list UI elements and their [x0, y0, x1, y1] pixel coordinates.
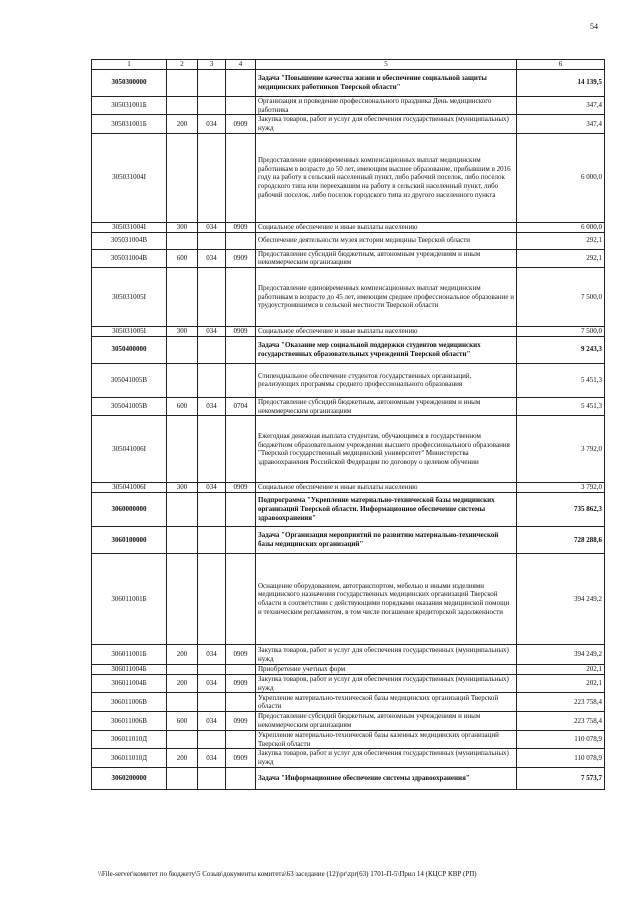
- classification-code: 306011010Д: [92, 749, 167, 768]
- classification-code: 305031004I: [92, 133, 167, 222]
- amount: 292,1: [517, 249, 605, 268]
- amount: 5 451,3: [517, 397, 605, 416]
- table-row: [92, 222, 605, 232]
- classification-code: 305031004В: [92, 249, 167, 268]
- description: Закупка товаров, работ и услуг для обеспечения государственных (муниципальных) нужд: [256, 115, 517, 134]
- ministry-code: 034: [198, 712, 226, 731]
- section-code: [226, 527, 256, 554]
- classification-code: 305031005I: [92, 327, 167, 337]
- table-row: [92, 115, 605, 134]
- ministry-code: [198, 363, 226, 397]
- table-row: [92, 493, 605, 527]
- table-row: [92, 416, 605, 483]
- section-code: 0909: [226, 674, 256, 693]
- classification-code: 306011006В: [92, 712, 167, 731]
- description: Предоставление единовременных компенсационных выплат медицинским работникам в возрасте до 50 лет, имеющим высшее образование, прибывшим в 2016 году на работу в сельский населенный пункт, либо рабочий поселок, либо поселок городского типа или переехавшим на работу в сельский населенный пункт, либо рабочий поселок, либо поселок городского типа из другого населенного пункта: [256, 133, 517, 222]
- description: Ежегодная денежная выплата студентам, обучающимся в государственном бюджетном образовательном учреждении высшего профессионального образования "Тверской государственный медицинский университет" Министерства здравоохранения Российской Федерации по договору о целевом обучении: [256, 416, 517, 483]
- expense-type-code: [167, 133, 198, 222]
- section-code: 0909: [226, 645, 256, 665]
- classification-code: 3050400000: [92, 336, 167, 363]
- description: Задача "Организация мероприятий по развитию материально-технической базы медицинских организаций": [256, 527, 517, 554]
- ministry-code: 034: [198, 483, 226, 493]
- description: Предоставление единовременных компенсационных выплат медицинским работникам в возрасте до 45 лет, имеющим среднее профессиональное образование и трудоустроившимся в сельской местности Тверской области: [256, 268, 517, 327]
- classification-code: 3060100000: [92, 527, 167, 554]
- ministry-code: [198, 69, 226, 96]
- section-code: 0909: [226, 222, 256, 232]
- budget-table: [91, 59, 605, 790]
- description: Социальное обеспечение и иные выплаты населению: [256, 222, 517, 232]
- section-code: [226, 363, 256, 397]
- expense-type-code: [167, 363, 198, 397]
- page-number: 54: [590, 22, 598, 31]
- expense-type-code: 300: [167, 222, 198, 232]
- ministry-code: 034: [198, 674, 226, 693]
- expense-type-code: [167, 336, 198, 363]
- section-code: 0909: [226, 327, 256, 337]
- ministry-code: 034: [198, 222, 226, 232]
- table-header: [92, 60, 605, 70]
- ministry-code: [198, 133, 226, 222]
- header-col-3: 3: [198, 60, 226, 70]
- ministry-code: [198, 693, 226, 712]
- description: Обеспечение деятельности музея истории медицины Тверской области: [256, 232, 517, 249]
- table-row: [92, 527, 605, 554]
- table-row: [92, 363, 605, 397]
- table-row: [92, 336, 605, 363]
- expense-type-code: [167, 554, 198, 645]
- table-row: [92, 232, 605, 249]
- amount: 3 792,0: [517, 483, 605, 493]
- expense-type-code: [167, 232, 198, 249]
- table-row: [92, 69, 605, 96]
- amount: 394 249,2: [517, 554, 605, 645]
- classification-code: 3050300000: [92, 69, 167, 96]
- section-code: [226, 554, 256, 645]
- amount: 5 451,3: [517, 363, 605, 397]
- table-row: [92, 665, 605, 675]
- ministry-code: [198, 767, 226, 789]
- amount: 14 139,5: [517, 69, 605, 96]
- classification-code: 306011010Д: [92, 730, 167, 749]
- expense-type-code: [167, 730, 198, 749]
- table-row: [92, 268, 605, 327]
- ministry-code: 034: [198, 397, 226, 416]
- ministry-code: 034: [198, 249, 226, 268]
- expense-type-code: 200: [167, 115, 198, 134]
- amount: 347,4: [517, 115, 605, 134]
- amount: 6 000,0: [517, 222, 605, 232]
- amount: 7 573,7: [517, 767, 605, 789]
- classification-code: 305031004I: [92, 222, 167, 232]
- classification-code: 306011001Б: [92, 554, 167, 645]
- description: Предоставление субсидий бюджетным, автономным учреждениям и иным некоммерческим организациям: [256, 712, 517, 731]
- ministry-code: [198, 493, 226, 527]
- section-code: 0909: [226, 749, 256, 768]
- description: Стипендиальное обеспечение студентов государственных организаций, реализующих программы среднего профессионального образования: [256, 363, 517, 397]
- description: Укрепление материально-технической базы медицинских организаций Тверской области: [256, 693, 517, 712]
- section-code: 0909: [226, 115, 256, 134]
- amount: 728 288,6: [517, 527, 605, 554]
- header-col-2: 2: [167, 60, 198, 70]
- ministry-code: [198, 730, 226, 749]
- amount: 7 500,0: [517, 268, 605, 327]
- ministry-code: [198, 665, 226, 675]
- table-row: [92, 645, 605, 665]
- table-row: [92, 327, 605, 337]
- expense-type-code: [167, 767, 198, 789]
- amount: 7 500,0: [517, 327, 605, 337]
- expense-type-code: 200: [167, 645, 198, 665]
- table-row: [92, 483, 605, 493]
- table-row: [92, 133, 605, 222]
- description: Предоставление субсидий бюджетным, автономным учреждениям и иным некоммерческим организациям: [256, 397, 517, 416]
- table-row: [92, 767, 605, 789]
- section-code: 0909: [226, 483, 256, 493]
- expense-type-code: [167, 493, 198, 527]
- table-body: [92, 69, 605, 789]
- amount: 223 758,4: [517, 693, 605, 712]
- table-row: [92, 712, 605, 731]
- description: Закупка товаров, работ и услуг для обеспечения государственных (муниципальных) нужд: [256, 674, 517, 693]
- classification-code: 305041006I: [92, 483, 167, 493]
- expense-type-code: 300: [167, 327, 198, 337]
- table-row: [92, 96, 605, 115]
- description: Подпрограмма "Укрепление материально-технической базы медицинских организаций Тверской области. Информационное обеспечение системы здравоохранения": [256, 493, 517, 527]
- amount: 735 862,3: [517, 493, 605, 527]
- description: Организация и проведение профессионального праздника День медицинского работника: [256, 96, 517, 115]
- ministry-code: [198, 527, 226, 554]
- classification-code: 305031004В: [92, 232, 167, 249]
- classification-code: 3060000000: [92, 493, 167, 527]
- table-row: [92, 730, 605, 749]
- section-code: [226, 665, 256, 675]
- section-code: [226, 69, 256, 96]
- expense-type-code: [167, 693, 198, 712]
- section-code: [226, 730, 256, 749]
- section-code: [226, 767, 256, 789]
- expense-type-code: 600: [167, 712, 198, 731]
- amount: 9 243,3: [517, 336, 605, 363]
- description: Закупка товаров, работ и услуг для обеспечения государственных (муниципальных) нужд: [256, 749, 517, 768]
- classification-code: 3060200000: [92, 767, 167, 789]
- amount: 110 078,9: [517, 730, 605, 749]
- section-code: [226, 416, 256, 483]
- amount: 110 078,9: [517, 749, 605, 768]
- expense-type-code: [167, 416, 198, 483]
- amount: 292,1: [517, 232, 605, 249]
- table-row: [92, 693, 605, 712]
- section-code: 0909: [226, 712, 256, 731]
- ministry-code: [198, 554, 226, 645]
- ministry-code: [198, 268, 226, 327]
- classification-code: 306011001Б: [92, 645, 167, 665]
- expense-type-code: 200: [167, 674, 198, 693]
- classification-code: 305041005В: [92, 397, 167, 416]
- amount: 347,4: [517, 96, 605, 115]
- classification-code: 305031001Б: [92, 96, 167, 115]
- description: Закупка товаров, работ и услуг для обеспечения государственных (муниципальных) нужд: [256, 645, 517, 665]
- description: Оснащение оборудованием, автотранспортом, мебелью и иными изделиями медицинского назначения государственных медицинских организаций Тверской области в соответствии с действующими порядками оказания медицинской помощи и техническим регламентом, в том числе погашение кредиторской задолженности: [256, 554, 517, 645]
- ministry-code: 034: [198, 327, 226, 337]
- classification-code: 305031001Б: [92, 115, 167, 134]
- classification-code: 305031005I: [92, 268, 167, 327]
- section-code: [226, 96, 256, 115]
- description: Задача "Оказание мер социальной поддержки студентов медицинских государственных образовательных учреждений Тверской области": [256, 336, 517, 363]
- header-col-5: 5: [256, 60, 517, 70]
- section-code: 0704: [226, 397, 256, 416]
- section-code: [226, 268, 256, 327]
- ministry-code: 034: [198, 749, 226, 768]
- description: Приобретение учетных форм: [256, 665, 517, 675]
- classification-code: 305041006I: [92, 416, 167, 483]
- header-col-1: 1: [92, 60, 167, 70]
- classification-code: 305041005В: [92, 363, 167, 397]
- amount: 394 249,2: [517, 645, 605, 665]
- amount: 202,1: [517, 674, 605, 693]
- header-col-4: 4: [226, 60, 256, 70]
- amount: 223 758,4: [517, 712, 605, 731]
- expense-type-code: [167, 268, 198, 327]
- table-row: [92, 674, 605, 693]
- expense-type-code: [167, 665, 198, 675]
- classification-code: 306011004Б: [92, 674, 167, 693]
- section-code: [226, 693, 256, 712]
- ministry-code: [198, 416, 226, 483]
- description: Задача "Информационное обеспечение системы здравоохранения": [256, 767, 517, 789]
- section-code: [226, 133, 256, 222]
- section-code: [226, 232, 256, 249]
- classification-code: 306011006В: [92, 693, 167, 712]
- section-code: [226, 493, 256, 527]
- description: Социальное обеспечение и иные выплаты населению: [256, 483, 517, 493]
- description: Задача "Повышение качества жизни и обеспечение социальной защиты медицинских работников Тверской области": [256, 69, 517, 96]
- ministry-code: [198, 96, 226, 115]
- ministry-code: 034: [198, 115, 226, 134]
- ministry-code: 034: [198, 645, 226, 665]
- table-row: [92, 397, 605, 416]
- description: Социальное обеспечение и иные выплаты населению: [256, 327, 517, 337]
- expense-type-code: 600: [167, 249, 198, 268]
- file-path-footer: \\File-server\комитет по бюджету\5 Созыв\документы комитета\63 заседание (12)\pr\zpr(63) 1701-П-5\Прил 14 (КЦСР КВР (РП): [98, 870, 477, 878]
- description: Укрепление материально-технической базы казенных медицинских организаций Тверской области: [256, 730, 517, 749]
- classification-code: 306011004Б: [92, 665, 167, 675]
- section-code: 0909: [226, 249, 256, 268]
- expense-type-code: 600: [167, 397, 198, 416]
- description: Предоставление субсидий бюджетным, автономным учреждениям и иным некоммерческим организациям: [256, 249, 517, 268]
- expense-type-code: [167, 527, 198, 554]
- amount: 202,1: [517, 665, 605, 675]
- amount: 6 000,0: [517, 133, 605, 222]
- ministry-code: [198, 336, 226, 363]
- expense-type-code: [167, 69, 198, 96]
- table-row: [92, 249, 605, 268]
- expense-type-code: [167, 96, 198, 115]
- table-row: [92, 554, 605, 645]
- expense-type-code: 300: [167, 483, 198, 493]
- expense-type-code: 200: [167, 749, 198, 768]
- header-col-6: 6: [517, 60, 605, 70]
- ministry-code: [198, 232, 226, 249]
- amount: 3 792,0: [517, 416, 605, 483]
- section-code: [226, 336, 256, 363]
- table-row: [92, 749, 605, 768]
